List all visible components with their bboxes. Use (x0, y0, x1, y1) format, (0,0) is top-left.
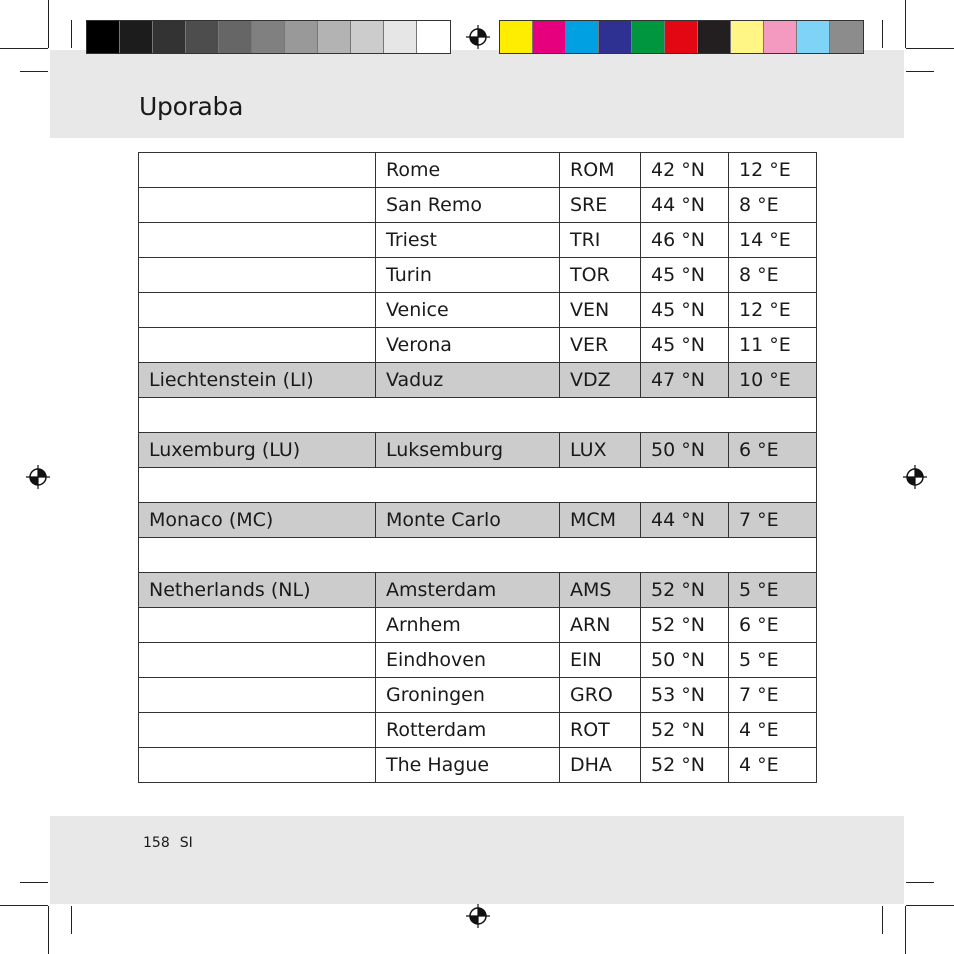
crop-mark (71, 906, 72, 934)
color-swatch (318, 21, 351, 53)
cell-lon: 4 °E (729, 713, 817, 748)
table-row (139, 328, 817, 363)
spacer-cell (139, 468, 817, 503)
table-row (139, 713, 817, 748)
cell-lat: 45 °N (641, 328, 729, 363)
table-row (139, 608, 817, 643)
cell-lon: 12 °E (729, 293, 817, 328)
cell-country: Liechtenstein (LI) (139, 363, 376, 398)
color-swatch (252, 21, 285, 53)
cell-lat: 45 °N (641, 293, 729, 328)
cell-country (139, 328, 376, 363)
cell-lat: 44 °N (641, 503, 729, 538)
color-swatch (731, 21, 764, 53)
color-swatch (797, 21, 830, 53)
cell-country (139, 153, 376, 188)
cell-code: VER (560, 328, 641, 363)
color-swatch (153, 21, 186, 53)
cell-country: Monaco (MC) (139, 503, 376, 538)
cell-code: ROM (560, 153, 641, 188)
spacer-cell (139, 398, 817, 433)
color-swatch (665, 21, 698, 53)
table-row (139, 643, 817, 678)
crop-mark (906, 71, 934, 72)
crop-mark (905, 906, 906, 954)
page-number: 158 (143, 835, 170, 851)
spacer-cell (139, 538, 817, 573)
registration-mark-icon (26, 465, 50, 489)
table-row (139, 748, 817, 783)
cell-code: TRI (560, 223, 641, 258)
table-spacer-row (139, 538, 817, 573)
cell-code: AMS (560, 573, 641, 608)
crop-mark (20, 71, 48, 72)
language-code: SI (179, 835, 193, 851)
crop-mark (48, 0, 49, 48)
cell-country (139, 713, 376, 748)
cell-lat: 46 °N (641, 223, 729, 258)
cell-lon: 10 °E (729, 363, 817, 398)
color-swatch (120, 21, 153, 53)
crop-mark (882, 906, 883, 934)
table-spacer-row (139, 398, 817, 433)
crop-mark (906, 905, 954, 906)
cell-lon: 8 °E (729, 258, 817, 293)
cell-code: GRO (560, 678, 641, 713)
cell-lat: 52 °N (641, 713, 729, 748)
color-swatch (764, 21, 797, 53)
cell-lon: 7 °E (729, 503, 817, 538)
cell-country (139, 748, 376, 783)
table-row (139, 503, 817, 538)
table-row (139, 188, 817, 223)
cell-city: Groningen (376, 678, 560, 713)
crop-mark (882, 20, 883, 48)
cell-country (139, 643, 376, 678)
cell-lon: 6 °E (729, 433, 817, 468)
color-swatch (500, 21, 533, 53)
cell-lon: 8 °E (729, 188, 817, 223)
cell-city: Rome (376, 153, 560, 188)
page-title: Uporaba (139, 92, 244, 121)
table-row (139, 433, 817, 468)
color-swatch (830, 21, 863, 53)
crop-mark (906, 882, 934, 883)
table-row (139, 223, 817, 258)
cell-country: Netherlands (NL) (139, 573, 376, 608)
cell-code: MCM (560, 503, 641, 538)
cell-lon: 7 °E (729, 678, 817, 713)
crop-mark (905, 0, 906, 48)
cell-country (139, 188, 376, 223)
page-footer (143, 835, 203, 851)
cell-lat: 52 °N (641, 608, 729, 643)
cell-city: Luksemburg (376, 433, 560, 468)
cell-country (139, 258, 376, 293)
cell-lat: 52 °N (641, 748, 729, 783)
color-swatch (632, 21, 665, 53)
crop-mark (71, 20, 72, 48)
table-row (139, 573, 817, 608)
crop-mark (906, 48, 954, 49)
cell-code: SRE (560, 188, 641, 223)
cell-lon: 4 °E (729, 748, 817, 783)
cell-city: Turin (376, 258, 560, 293)
cell-city: San Remo (376, 188, 560, 223)
cell-country (139, 223, 376, 258)
color-swatch (87, 21, 120, 53)
cell-city: Verona (376, 328, 560, 363)
color-swatch (384, 21, 417, 53)
color-swatch (186, 21, 219, 53)
footer-band (50, 816, 904, 904)
cell-lon: 11 °E (729, 328, 817, 363)
cell-code: TOR (560, 258, 641, 293)
color-swatch (219, 21, 252, 53)
crop-mark (0, 48, 48, 49)
cell-lat: 50 °N (641, 433, 729, 468)
grayscale-calibration-bar (86, 20, 451, 54)
cell-lon: 14 °E (729, 223, 817, 258)
cell-code: DHA (560, 748, 641, 783)
table-row (139, 678, 817, 713)
color-swatch (599, 21, 632, 53)
crop-mark (0, 905, 48, 906)
color-calibration-bar (499, 20, 864, 54)
cell-country (139, 608, 376, 643)
color-swatch (566, 21, 599, 53)
cell-city: Eindhoven (376, 643, 560, 678)
cell-city: Rotterdam (376, 713, 560, 748)
crop-mark (48, 906, 49, 954)
color-swatch (533, 21, 566, 53)
cell-city: Triest (376, 223, 560, 258)
cell-country (139, 678, 376, 713)
table-spacer-row (139, 468, 817, 503)
registration-mark-icon (466, 904, 490, 928)
table-row (139, 153, 817, 188)
cell-lat: 52 °N (641, 573, 729, 608)
color-swatch (351, 21, 384, 53)
cell-city: Amsterdam (376, 573, 560, 608)
cell-lat: 42 °N (641, 153, 729, 188)
cell-code: ARN (560, 608, 641, 643)
cell-lat: 50 °N (641, 643, 729, 678)
table-row (139, 363, 817, 398)
table-row (139, 258, 817, 293)
cell-lat: 47 °N (641, 363, 729, 398)
cell-lon: 6 °E (729, 608, 817, 643)
cell-lon: 12 °E (729, 153, 817, 188)
color-swatch (698, 21, 731, 53)
cell-city: Vaduz (376, 363, 560, 398)
registration-mark-icon (466, 25, 490, 49)
crop-mark (20, 882, 48, 883)
cell-code: LUX (560, 433, 641, 468)
color-swatch (417, 21, 450, 53)
table-row (139, 293, 817, 328)
cell-lat: 53 °N (641, 678, 729, 713)
cell-city: Monte Carlo (376, 503, 560, 538)
color-swatch (285, 21, 318, 53)
cell-country: Luxemburg (LU) (139, 433, 376, 468)
cell-city: Venice (376, 293, 560, 328)
cell-city: The Hague (376, 748, 560, 783)
cell-code: EIN (560, 643, 641, 678)
cell-country (139, 293, 376, 328)
cell-code: VDZ (560, 363, 641, 398)
city-coordinates-table (138, 152, 817, 783)
cell-city: Arnhem (376, 608, 560, 643)
cell-lat: 45 °N (641, 258, 729, 293)
cell-lon: 5 °E (729, 643, 817, 678)
registration-mark-icon (903, 465, 927, 489)
cell-lon: 5 °E (729, 573, 817, 608)
cell-code: ROT (560, 713, 641, 748)
cell-code: VEN (560, 293, 641, 328)
cell-lat: 44 °N (641, 188, 729, 223)
